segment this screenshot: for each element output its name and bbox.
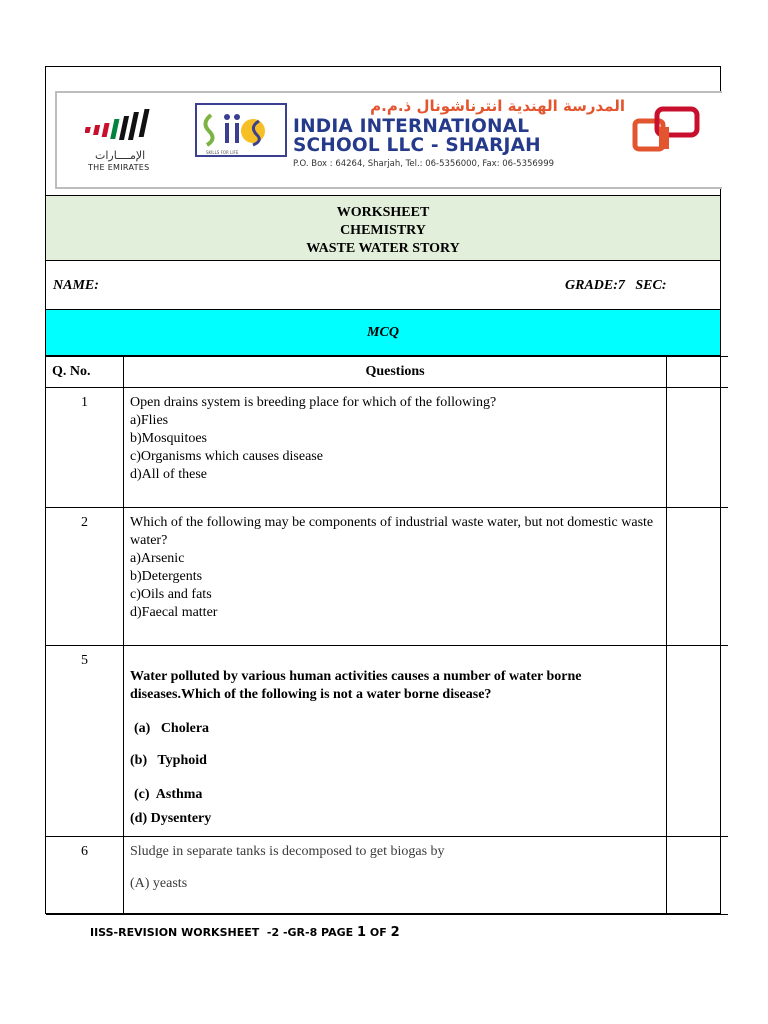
- question-text: Open drains system is breeding place for which of the following?: [130, 395, 497, 410]
- option-a: (A) yeasts: [130, 876, 188, 891]
- school-address: P.O. Box : 64264, Sharjah, Tel.: 06-5356000, Fax: 06-5356999: [293, 159, 555, 169]
- page-footer: [90, 925, 400, 940]
- option-d: d)All of these: [130, 467, 207, 482]
- footer-page-total: 2: [390, 925, 400, 940]
- option-c: (c) Asthma: [134, 787, 203, 802]
- mcq-section-header: MCQ: [46, 309, 720, 356]
- answer-cell: [667, 646, 729, 837]
- name-label: NAME:: [53, 278, 99, 293]
- table-header-row: [46, 357, 728, 388]
- table-row: [46, 508, 728, 646]
- question-number: 5: [46, 646, 124, 837]
- question-cell: [124, 646, 667, 837]
- uae-logo-english-text: THE EMIRATES: [88, 163, 150, 172]
- uae-logo-arabic-text: الإمــــارات: [95, 149, 146, 162]
- student-info-row: [46, 261, 720, 309]
- footer-page-number: 1: [357, 925, 367, 940]
- option-c: c)Oils and fats: [130, 587, 212, 602]
- option-b: (b) Typhoid: [130, 753, 207, 768]
- iis-logo-tagline: SKILLS FOR LIFE: [206, 150, 239, 155]
- question-cell: [124, 837, 667, 915]
- worksheet-title-band: [46, 195, 720, 261]
- worksheet-frame: [45, 66, 721, 914]
- question-number: 1: [46, 388, 124, 508]
- column-header-qno: Q. No.: [46, 357, 124, 388]
- column-header-questions: Questions: [124, 357, 667, 388]
- table-row: [46, 646, 728, 837]
- iis-logo: [195, 103, 287, 157]
- option-a: a)Flies: [130, 413, 169, 428]
- question-text: Which of the following may be components of industrial waste water, but not domestic waste water?: [130, 515, 654, 548]
- question-number: 2: [46, 508, 124, 646]
- answer-cell: [667, 388, 729, 508]
- option-d: (d) Dysentery: [130, 811, 212, 826]
- question-text: Water polluted by various human activities causes a number of water borne diseases.Which of the following is not a water borne disease?: [130, 669, 582, 702]
- table-row: [46, 837, 728, 915]
- question-cell: [124, 508, 667, 646]
- title-worksheet: WORKSHEET: [336, 205, 430, 220]
- cp-group-logo: [631, 105, 709, 153]
- column-header-marks: [667, 357, 729, 388]
- answer-cell: [667, 837, 729, 915]
- option-d: d)Faecal matter: [130, 605, 218, 620]
- school-header-banner: [55, 91, 722, 189]
- question-cell: [124, 388, 667, 508]
- table-row: [46, 388, 728, 508]
- school-name-line1: INDIA INTERNATIONAL: [293, 116, 530, 137]
- title-subject: CHEMISTRY: [340, 223, 426, 238]
- question-number: 6: [46, 837, 124, 915]
- school-name-english: [293, 117, 625, 155]
- footer-of: OF: [366, 926, 391, 939]
- option-b: b)Mosquitoes: [130, 431, 207, 446]
- school-name-line2: SCHOOL LLC - SHARJAH: [293, 135, 541, 156]
- grade-section-label: GRADE:7 SEC:: [565, 278, 667, 293]
- footer-text: IISS-REVISION WORKSHEET -2 -GR-8 PAGE: [90, 926, 357, 939]
- option-c: c)Organisms which causes disease: [130, 449, 323, 464]
- question-text: Sludge in separate tanks is decomposed to get biogas by: [130, 844, 445, 859]
- title-topic: WASTE WATER STORY: [306, 241, 460, 256]
- option-b: b)Detergents: [130, 569, 203, 584]
- answer-cell: [667, 508, 729, 646]
- school-name-arabic: المدرسة الهندية انترناشونال ذ.م.م: [370, 97, 625, 115]
- questions-table: [46, 356, 728, 915]
- option-a: (a) Cholera: [134, 721, 210, 736]
- option-a: a)Arsenic: [130, 551, 185, 566]
